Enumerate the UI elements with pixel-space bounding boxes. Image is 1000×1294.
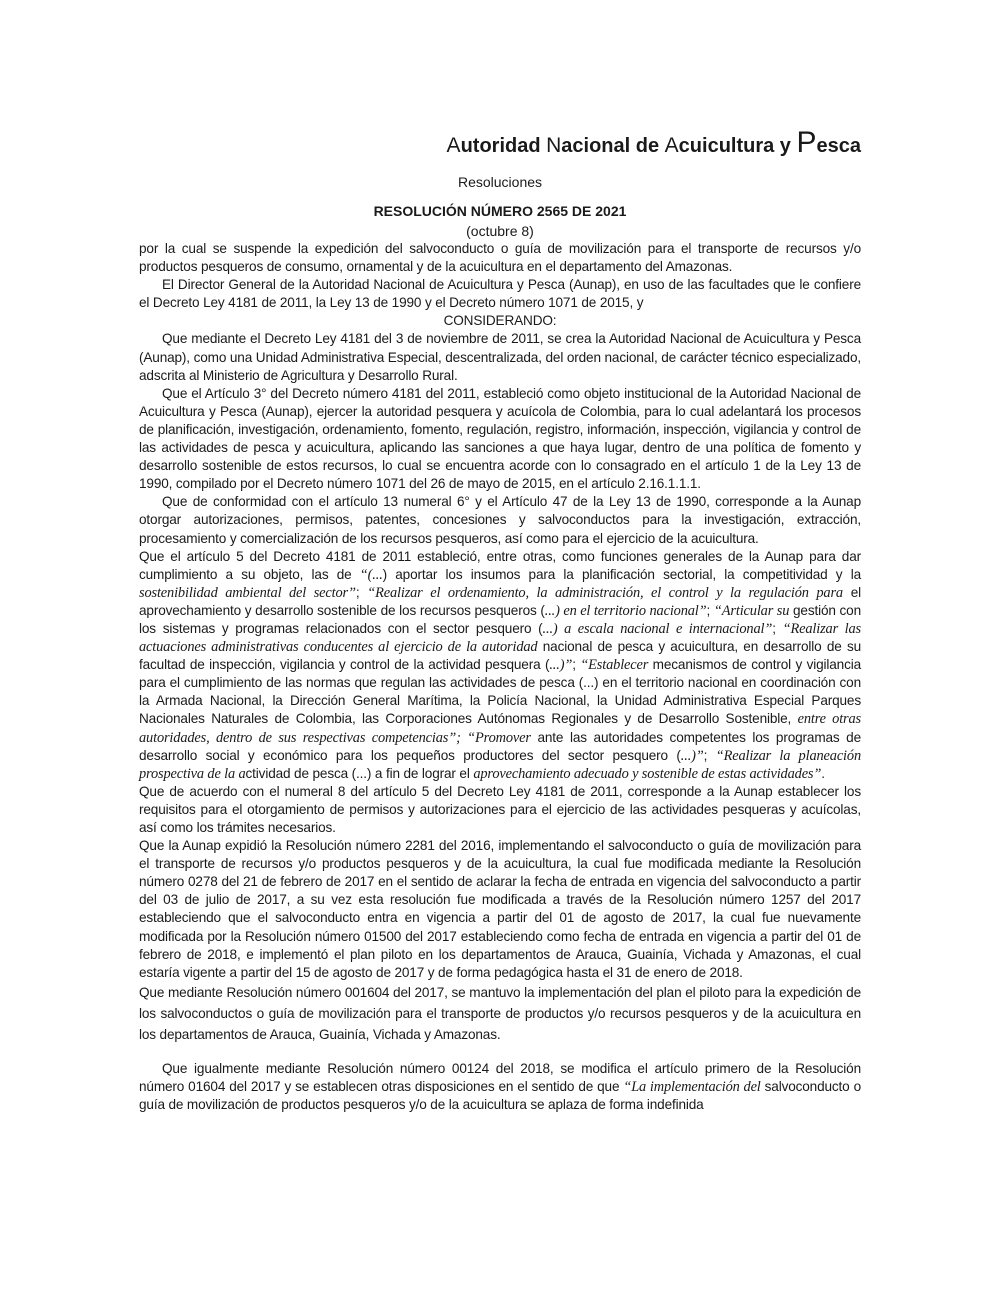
paragraph-3: Que de conformidad con el artículo 13 numeral 6° y el Artículo 47 de la Ley 13 de 1990, corresponde a la Aunap otorgar autorizaciones, permisos, patentes, concesiones y salvoconductos para la investigación, extracción, procesamiento y comercialización de los recursos pesqueros, así como para el ejercicio de la acuicultura.: [139, 494, 861, 546]
text-run: salvoconducto o guía de movilización de productos pesqueros y/o de la acuicultura se aplaza de forma indefinida: [139, 1078, 861, 1113]
quote-run: “Realizar el ordenamiento, la administración, el control y la regulación para: [367, 584, 843, 601]
text-run: gestión con los sistemas y programas relacionados con el sector pesquero (: [139, 602, 862, 636]
agency-letter: A: [664, 134, 679, 157]
section-label: Resoluciones: [457, 174, 543, 190]
paragraph-8: [139, 1060, 861, 1114]
text-run: el aprovechamiento y desarrollo sostenible de los recursos pesqueros (: [139, 584, 861, 618]
text-run: ;: [772, 620, 783, 636]
quote-run: “La implementación del: [623, 1078, 761, 1095]
resolution-date: (octubre 8): [466, 223, 534, 239]
resolution-summary: por la cual se suspende la expedición del salvoconducto o guía de movilización para el transporte de recursos y/o productos pesqueros de consumo, ornamental y de la acuicultura en el departamento del Amazonas.: [139, 241, 861, 275]
quote-run: ...)”: [549, 657, 573, 674]
resolution-title: RESOLUCIÓN NÚMERO 2565 DE 2021: [373, 203, 627, 219]
text-run: ;: [703, 747, 716, 763]
quote-run: entre otras autoridades, dentro de sus respectivas competencias”; “Promover: [139, 711, 861, 746]
paragraph-6: Que la Aunap expidió la Resolución número 2281 del 2016, implementando el salvoconducto o guía de movilización para el transporte de recursos y/o productos pesqueros y de la acuicultura, la cual fue modificada mediante la Resolución número 0278 del 21 de febrero de 2017 en el sentido de aclarar la fecha de entrada en vigencia del salvoconducto a partir del 03 de julio de 2017, a su vez esta resolución fue modificada a través de la Resolución número 1257 del 2017 estableciendo que el salvoconducto entra en vigencia a partir del 01 de agosto de 2017, la cual fue nuevamente modificada por la Resolución número 01500 del 2017 estableciendo como fecha de entrada en vigencia a partir del 01 de febrero de 2018, e implementó el plan piloto en los departamentos de Arauca, Guainía, Vichada y Amazonas, el cual estaría vigente a partir del 15 de agosto de 2017 y de forma pedagógica hasta el 31 de enero de 2018.: [139, 838, 861, 980]
agency-word: cuicultura y: [678, 135, 797, 157]
text-run: ) aportar los insumos para la planificación sectorial, la competitividad y la: [382, 566, 861, 582]
paragraph-2: Que el Artículo 3° del Decreto número 4181 del 2011, estableció como objeto institucional de la Autoridad Nacional de Acuicultura y Pesca (Aunap), ejercer la autoridad pesquera y acuícola de Colombia, para lo cual adelantará los procesos de planificación, investigación, ordenamiento, fomento, regulación, registro, información, inspección, vigilancia y control de las actividades de pesca y acuicultura, aplicando las sanciones a que haya lugar, dentro de una política de fomento y desarrollo sostenible de estos recursos, lo cual se encuentra acorde con lo consagrado en el artículo 1 de la Ley 13 de 1990, compilado por el Decreto número 1071 del 26 de mayo de 2015, en el artículo 2.16.1.1.1.: [139, 385, 861, 492]
text-run: .: [821, 765, 825, 781]
paragraph-5: Que de acuerdo con el numeral 8 del artículo 5 del Decreto Ley 4181 de 2011, corresponde a la Aunap establecer los requisitos para el otorgamiento de permisos y autorizaciones para el ejercicio de las actividades pesqueras y acuícolas, así como los trámites necesarios.: [139, 783, 861, 835]
quote-run: “Realizar la planeación prospectiva de la a: [139, 747, 861, 782]
agency-header: [139, 128, 861, 161]
quote-run: sostenibilidad ambiental del sector”: [139, 584, 356, 601]
quote-run: aprovechamiento adecuado y sostenible de estas actividades”: [473, 765, 822, 782]
quote-run: “Establecer: [580, 657, 649, 674]
quote-run: “Realizar las actuaciones administrativas conducentes al ejercicio de la autoridad: [139, 620, 861, 656]
agency-letter: P: [796, 126, 817, 159]
text-run: ;: [355, 584, 368, 600]
text-run: ;: [572, 657, 581, 673]
text-run: ctividad de pesca (...) a fin de lograr el: [245, 765, 474, 781]
quote-run: “Articular su: [713, 602, 790, 619]
quote-run: ...) en el territorio nacional”: [544, 602, 707, 619]
paragraph-7: Que mediante Resolución número 001604 del 2017, se mantuvo la implementación del plan el piloto para la expedición de los salvoconductos o guía de movilización para el transporte de productos y/o recursos pesqueros y de la acuicultura en los departamentos de Arauca, Guainía, Vichada y Amazonas.: [139, 984, 861, 1042]
considerando-heading: CONSIDERANDO:: [443, 313, 557, 329]
quote-run: ...)”: [680, 747, 704, 764]
text-run: Que igualmente mediante Resolución número 00124 del 2018, se modifica el artículo primero de la Resolución número 01604 del 2017 y se establecen otras disposiciones en el sentido de que: [139, 1060, 861, 1094]
text-run: mecanismos de control y vigilancia para el cumplimiento de las normas que regulan las actividades de pesca (...) en el territorio nacional en coordinación con la Armada Nacional, la Dirección General Marítima, la Policía Nacional, la Unidad Administrativa Especial Parques Nacionales Naturales de Colombia, las Corporaciones Autónomas Regionales y de Desarrollo Sostenible,: [139, 657, 861, 727]
document-page: [139, 128, 861, 1114]
text-run: nacional de pesca y acuicultura, en desarrollo de su facultad de inspección, vigilancia y control de la actividad pesquera (: [139, 639, 861, 673]
paragraph-1: Que mediante el Decreto Ley 4181 del 3 de noviembre de 2011, se crea la Autoridad Nacional de Acuicultura y Pesca (Aunap), como una Unidad Administrativa Especial, descentralizada, del orden nacional, de carácter técnico especializado, adscrita al Ministerio de Agricultura y Desarrollo Rural.: [139, 331, 861, 383]
text-run: ;: [706, 602, 714, 618]
agency-word: utoridad: [460, 135, 547, 157]
paragraph-4: [139, 548, 861, 783]
preamble: El Director General de la Autoridad Nacional de Acuicultura y Pesca (Aunap), en uso de las facultades que le confiere el Decreto Ley 4181 de 2011, la Ley 13 de 1990 y el Decreto número 1071 de 2015, y: [139, 277, 861, 311]
agency-word: acional de: [561, 135, 665, 157]
agency-word: esca: [816, 135, 861, 157]
agency-letter: N: [546, 134, 562, 157]
quote-run: “(...: [359, 566, 383, 583]
quote-run: ...) a escala nacional e internacional”: [542, 620, 773, 637]
text-run: ante las autoridades competentes los programas de desarrollo social y económico para los pequeños productores del sector pesquero (: [139, 729, 861, 763]
text-run: Que el artículo 5 del Decreto 4181 de 2011 estableció, entre otras, como funciones generales de la Aunap para dar cumplimiento a su objeto, las de: [139, 548, 861, 582]
agency-letter: A: [446, 134, 461, 157]
